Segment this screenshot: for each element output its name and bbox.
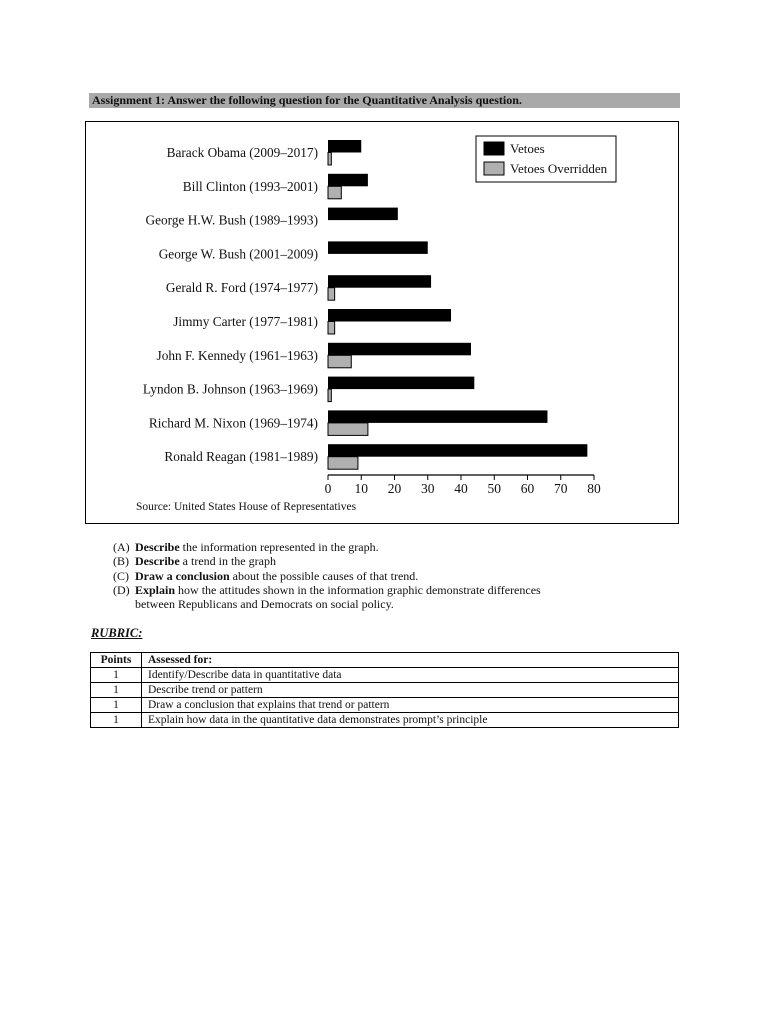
veto-bar: [328, 343, 471, 356]
veto-chart: [86, 122, 680, 525]
rubric-title: RUBRIC:: [91, 626, 143, 640]
veto-bar: [328, 444, 587, 457]
question-d: [113, 583, 633, 597]
x-tick-label: 20: [387, 481, 402, 496]
veto-bar: [328, 275, 431, 288]
veto-overridden-bar: [328, 423, 368, 436]
veto-overridden-bar: [328, 322, 335, 335]
rubric-criterion-cell: Describe trend or pattern: [142, 683, 679, 698]
question-text: the information represented in the graph.: [179, 540, 379, 554]
question-keyword: Draw a conclusion: [135, 568, 230, 583]
question-a: [113, 540, 633, 554]
veto-bar: [328, 377, 474, 390]
x-tick-label: 10: [354, 481, 368, 496]
table-row: [91, 713, 679, 728]
rubric-header-assessed: Assessed for:: [142, 653, 679, 668]
veto-overridden-bar: [328, 389, 331, 402]
legend-swatch-overridden: [484, 162, 504, 175]
assignment-header-bar: [89, 93, 680, 108]
question-text: how the attitudes shown in the information graphic demonstrate differences: [175, 582, 541, 597]
x-tick-label: 60: [520, 481, 535, 496]
question-keyword: Explain: [135, 582, 176, 597]
rubric-header-points: Points: [91, 653, 142, 668]
x-tick-label: 70: [554, 481, 568, 496]
rubric-points-cell: 1: [91, 713, 142, 728]
x-tick-label: 0: [324, 481, 332, 496]
veto-overridden-bar: [328, 153, 331, 166]
rubric-criterion-cell: Draw a conclusion that explains that trend or pattern: [142, 698, 679, 713]
category-label: Ronald Reagan (1981–1989): [164, 449, 318, 465]
veto-overridden-bar: [328, 186, 341, 199]
x-tick-label: 50: [487, 481, 501, 496]
x-tick-label: 40: [454, 481, 468, 496]
category-label: Barack Obama (2009–2017): [166, 145, 318, 160]
veto-bar: [328, 208, 398, 221]
question-b: [113, 554, 633, 568]
table-row: [91, 683, 679, 698]
question-letter: (D): [113, 582, 130, 597]
rubric-points-cell: 1: [91, 668, 142, 683]
legend-label-overridden: Vetoes Overridden: [510, 161, 608, 176]
question-letter: (B): [113, 554, 129, 569]
question-keyword: Describe: [135, 540, 180, 554]
question-letter: (A): [113, 540, 130, 554]
rubric-table: [90, 652, 679, 728]
question-text: a trend in the graph: [179, 554, 276, 569]
question-text: about the possible causes of that trend.: [229, 568, 419, 583]
rubric-criterion-cell: Identify/Describe data in quantitative data: [142, 668, 679, 683]
veto-bar: [328, 241, 428, 254]
rubric-points-cell: 1: [91, 683, 142, 698]
x-tick-label: 80: [587, 481, 601, 496]
category-label: Jimmy Carter (1977–1981): [173, 314, 318, 329]
table-row: [91, 698, 679, 713]
category-label: Gerald R. Ford (1974–1977): [165, 280, 318, 296]
rubric-points-cell: 1: [91, 698, 142, 713]
veto-overridden-bar: [328, 355, 351, 368]
table-row: [91, 668, 679, 683]
veto-bar: [328, 309, 451, 322]
legend-swatch-vetoes: [484, 142, 504, 155]
x-tick-label: 30: [421, 481, 435, 496]
veto-overridden-bar: [328, 288, 335, 301]
veto-overridden-bar: [328, 457, 358, 470]
legend-label-vetoes: Vetoes: [510, 141, 545, 156]
category-label: John F. Kennedy (1961–1963): [156, 347, 318, 363]
category-label: George H.W. Bush (1989–1993): [145, 212, 318, 228]
veto-bar: [328, 410, 547, 423]
question-keyword: Describe: [135, 554, 180, 569]
question-d-continuation: between Republicans and Democrats on social policy.: [135, 597, 394, 612]
question-letter: (C): [113, 568, 129, 583]
veto-chart-frame: [85, 121, 679, 524]
question-c: [113, 569, 633, 583]
category-label: Richard M. Nixon (1969–1974): [148, 415, 318, 431]
rubric-criterion-cell: Explain how data in the quantitative data demonstrates prompt’s principle: [142, 713, 679, 728]
rubric-header-row: [91, 653, 679, 668]
category-label: Lyndon B. Johnson (1963–1969): [142, 381, 318, 397]
question-list: [113, 540, 633, 611]
category-label: Bill Clinton (1993–2001): [182, 178, 318, 194]
chart-source-note: Source: United States House of Representatives: [136, 501, 357, 513]
veto-bar: [328, 140, 361, 153]
assignment-header-text: Assignment 1: Answer the following question for the Quantitative Analysis question.: [92, 93, 522, 107]
veto-bar: [328, 174, 368, 187]
category-label: George W. Bush (2001–2009): [158, 246, 318, 262]
